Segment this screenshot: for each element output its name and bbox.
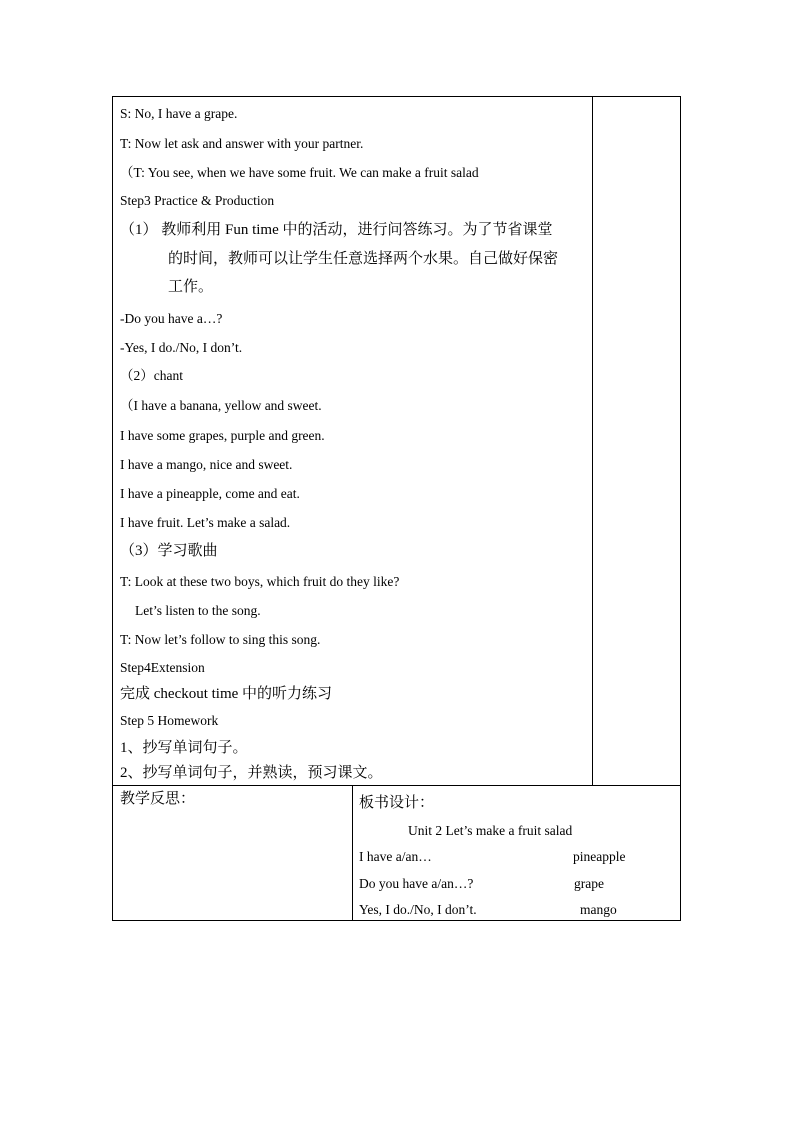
step-heading: Step 5 Homework [120,713,219,728]
step-heading: Step3 Practice & Production [120,193,275,208]
board-design-cell [353,786,681,921]
board-sentence: I have a/an… [359,849,432,864]
dialogue-line: -Do you have a…? [120,311,223,326]
chant-line: I have a pineapple, come and eat. [120,486,300,501]
homework-item: 2、抄写单词句子，并熟读，预习课文。 [120,765,383,781]
chant-line: I have some grapes, purple and green. [120,428,325,443]
activity-line: 完成 checkout time 中的听力练习 [120,686,333,702]
activity-line: 工作。 [168,279,214,295]
chant-line: （I have a banana, yellow and sweet. [120,398,322,413]
board-sentence: Do you have a/an…? [359,876,474,891]
lesson-plan-table [112,96,681,921]
notes-cell [593,97,681,786]
instruction-line: （T: You see, when we have some fruit. We can make a fruit salad [120,165,479,180]
instruction-line: T: Now let ask and answer with your partner. [120,136,364,151]
procedure-lines [113,97,592,785]
chant-line: I have a mango, nice and sweet. [120,457,293,472]
homework-item: 1、抄写单词句子。 [120,740,248,756]
board-sentence: Yes, I do./No, I don’t. [359,902,477,917]
board-word: mango [580,902,617,917]
board-title: Unit 2 Let’s make a fruit salad [408,823,573,838]
activity-line: （2）chant [120,368,183,383]
activity-line: 的时间，教师可以让学生任意选择两个水果。自己做好保密 [168,251,559,267]
footer-row [113,786,681,921]
procedure-row [113,97,681,786]
board-word: grape [574,876,604,891]
dialogue-line: T: Look at these two boys, which fruit do they like? [120,574,400,589]
reflection-label: 教学反思： [120,791,196,807]
chant-line: I have fruit. Let’s make a salad. [120,515,291,530]
activity-line: （1） 教师利用 Fun time 中的活动，进行问答练习。为了节省课堂 [120,222,553,238]
board-word: pineapple [573,849,626,864]
reflection-cell [113,786,353,921]
dialogue-line: S: No, I have a grape. [120,106,238,121]
board-design-label: 板书设计： [359,795,435,811]
dialogue-line: Let’s listen to the song. [135,603,261,618]
dialogue-line: -Yes, I do./No, I don’t. [120,340,243,355]
step-heading: Step4Extension [120,660,205,675]
dialogue-line: T: Now let’s follow to sing this song. [120,632,321,647]
activity-line: （3）学习歌曲 [120,543,218,559]
procedure-cell [113,97,593,786]
